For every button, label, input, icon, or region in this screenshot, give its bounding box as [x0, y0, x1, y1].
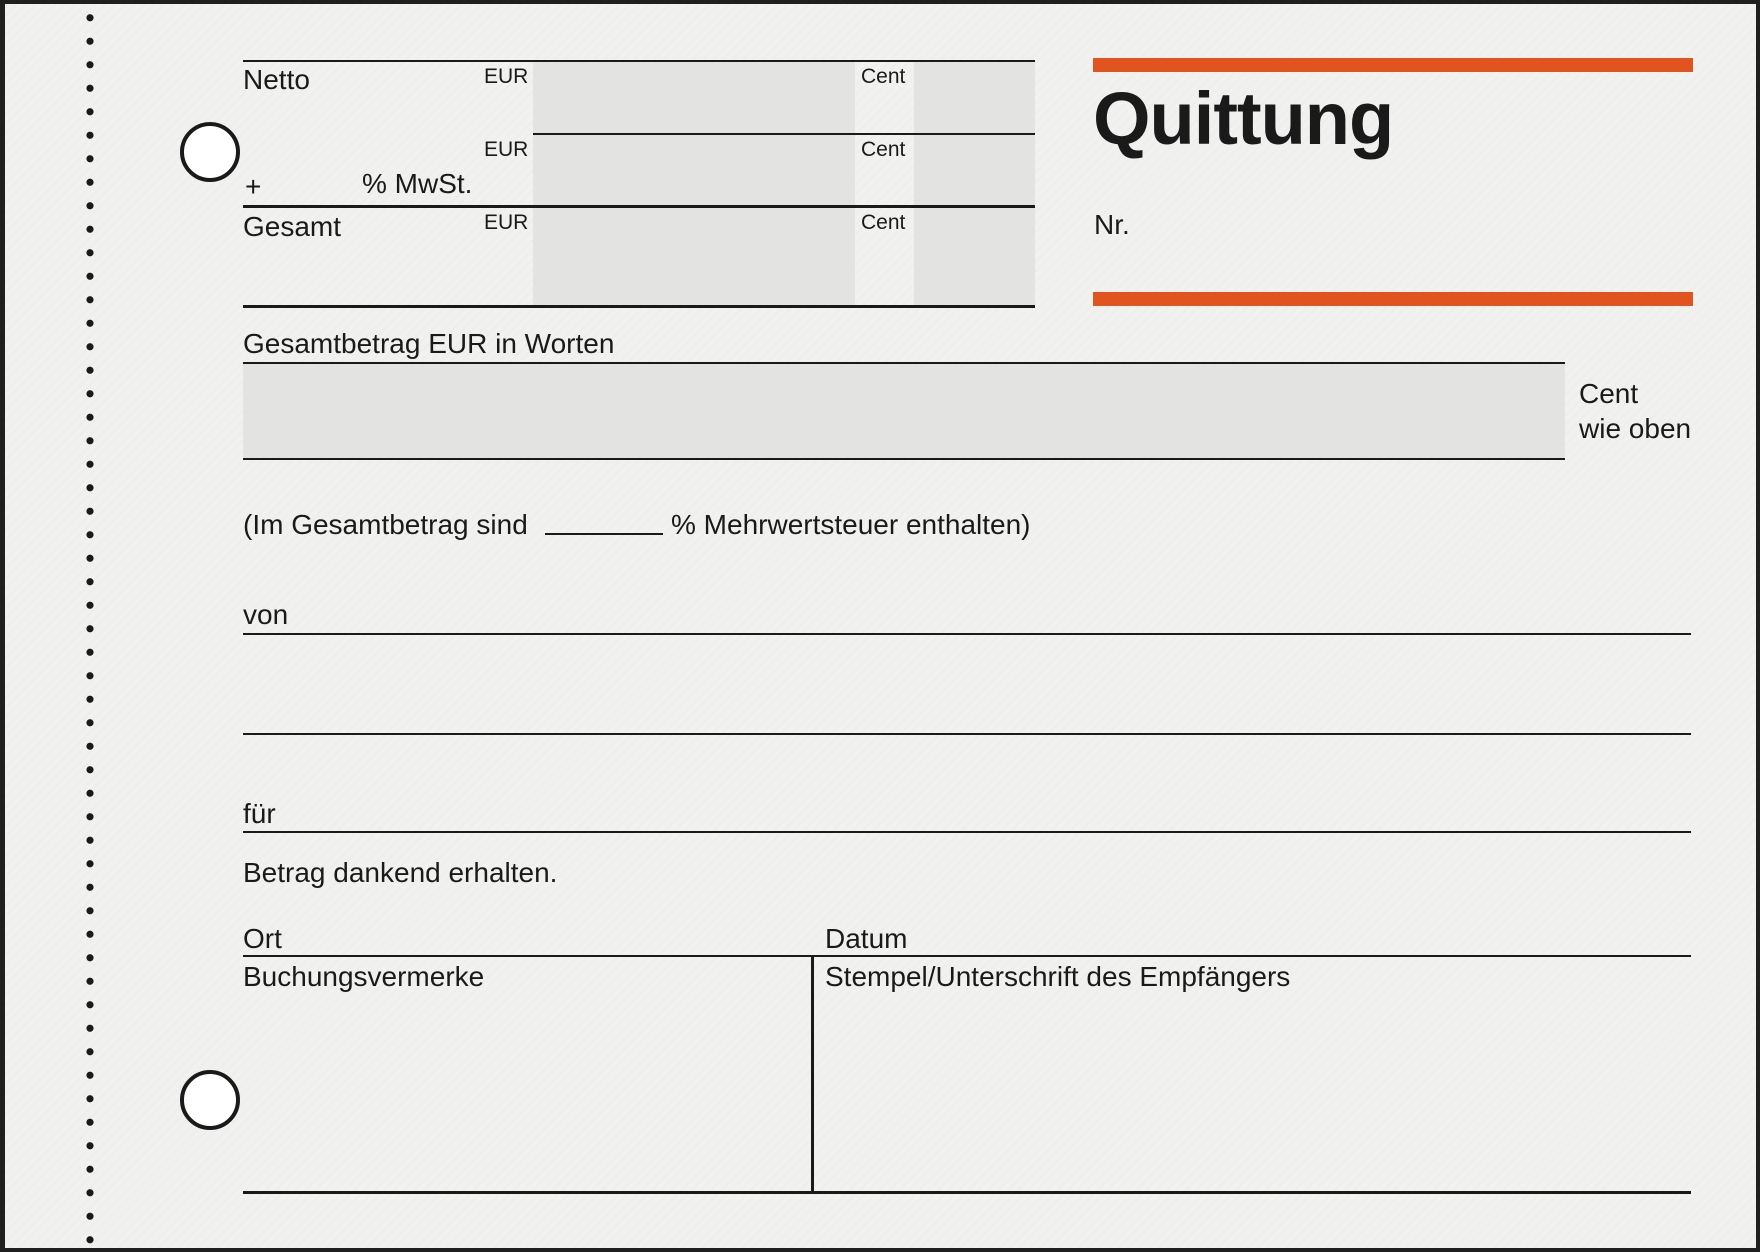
vat-note-start: (Im Gesamtbetrag sind [243, 509, 528, 540]
signature-area[interactable] [817, 999, 1691, 1189]
words-bottom-line [243, 458, 1565, 460]
net-label: Netto [243, 64, 310, 95]
total-eur-label: EUR [484, 211, 529, 234]
for-field[interactable] [285, 792, 1691, 830]
vat-percent-blank[interactable] [545, 533, 663, 535]
from-field[interactable] [295, 594, 1691, 632]
from-label: von [243, 599, 289, 630]
date-label: Datum [825, 923, 908, 954]
accent-bar-top [1093, 58, 1693, 72]
vat-label: % MwSt. [362, 168, 473, 199]
place-label: Ort [243, 923, 282, 954]
amount-in-words-label: Gesamtbetrag EUR in Worten [243, 328, 615, 359]
total-label: Gesamt [243, 211, 342, 242]
signature-label: Stempel/Unterschrift des Empfängers [825, 961, 1291, 992]
net-eur-label: EUR [484, 65, 529, 88]
accent-bar-bottom [1093, 292, 1693, 306]
words-cent-label: Cent [1579, 378, 1639, 409]
net-eur-field[interactable] [533, 62, 855, 133]
punch-hole-top [180, 122, 240, 182]
from-field-line-2[interactable] [243, 694, 1691, 732]
place-field[interactable] [295, 918, 800, 954]
number-label: Nr. [1094, 209, 1130, 240]
from-line-2 [243, 733, 1691, 735]
vat-cent-field[interactable] [914, 135, 1035, 205]
form-bottom-line [243, 1191, 1691, 1194]
plus-sign: + [245, 171, 262, 202]
booking-label: Buchungsvermerke [243, 961, 485, 992]
net-cent-field[interactable] [914, 62, 1035, 133]
punch-hole-bottom [180, 1070, 240, 1130]
booking-notes-area[interactable] [243, 999, 808, 1189]
received-text: Betrag dankend erhalten. [243, 857, 558, 888]
total-eur-field[interactable] [533, 208, 855, 305]
for-label: für [243, 798, 276, 829]
vat-rate-field[interactable] [267, 168, 359, 200]
date-field[interactable] [920, 918, 1691, 954]
receipt-form [5, 4, 1756, 1248]
net-cent-label: Cent [861, 65, 906, 88]
from-line [243, 633, 1691, 635]
perforation-line [86, 4, 94, 1248]
vat-cent-label: Cent [861, 138, 906, 161]
same-as-above-label: wie oben [1579, 413, 1692, 444]
signature-divider [811, 957, 814, 1191]
page-title: Quittung [1093, 77, 1394, 160]
vat-eur-field[interactable] [533, 135, 855, 205]
receipt-number-field[interactable] [1135, 200, 1691, 260]
place-date-line [243, 955, 1691, 957]
total-cent-field[interactable] [914, 208, 1035, 305]
total-cent-label: Cent [861, 211, 906, 234]
amount-in-words-field[interactable] [243, 364, 1565, 458]
vat-note-end: % Mehrwertsteuer enthalten) [671, 509, 1031, 540]
table-bottom-line [243, 305, 1035, 308]
for-line [243, 831, 1691, 833]
vat-eur-label: EUR [484, 138, 529, 161]
